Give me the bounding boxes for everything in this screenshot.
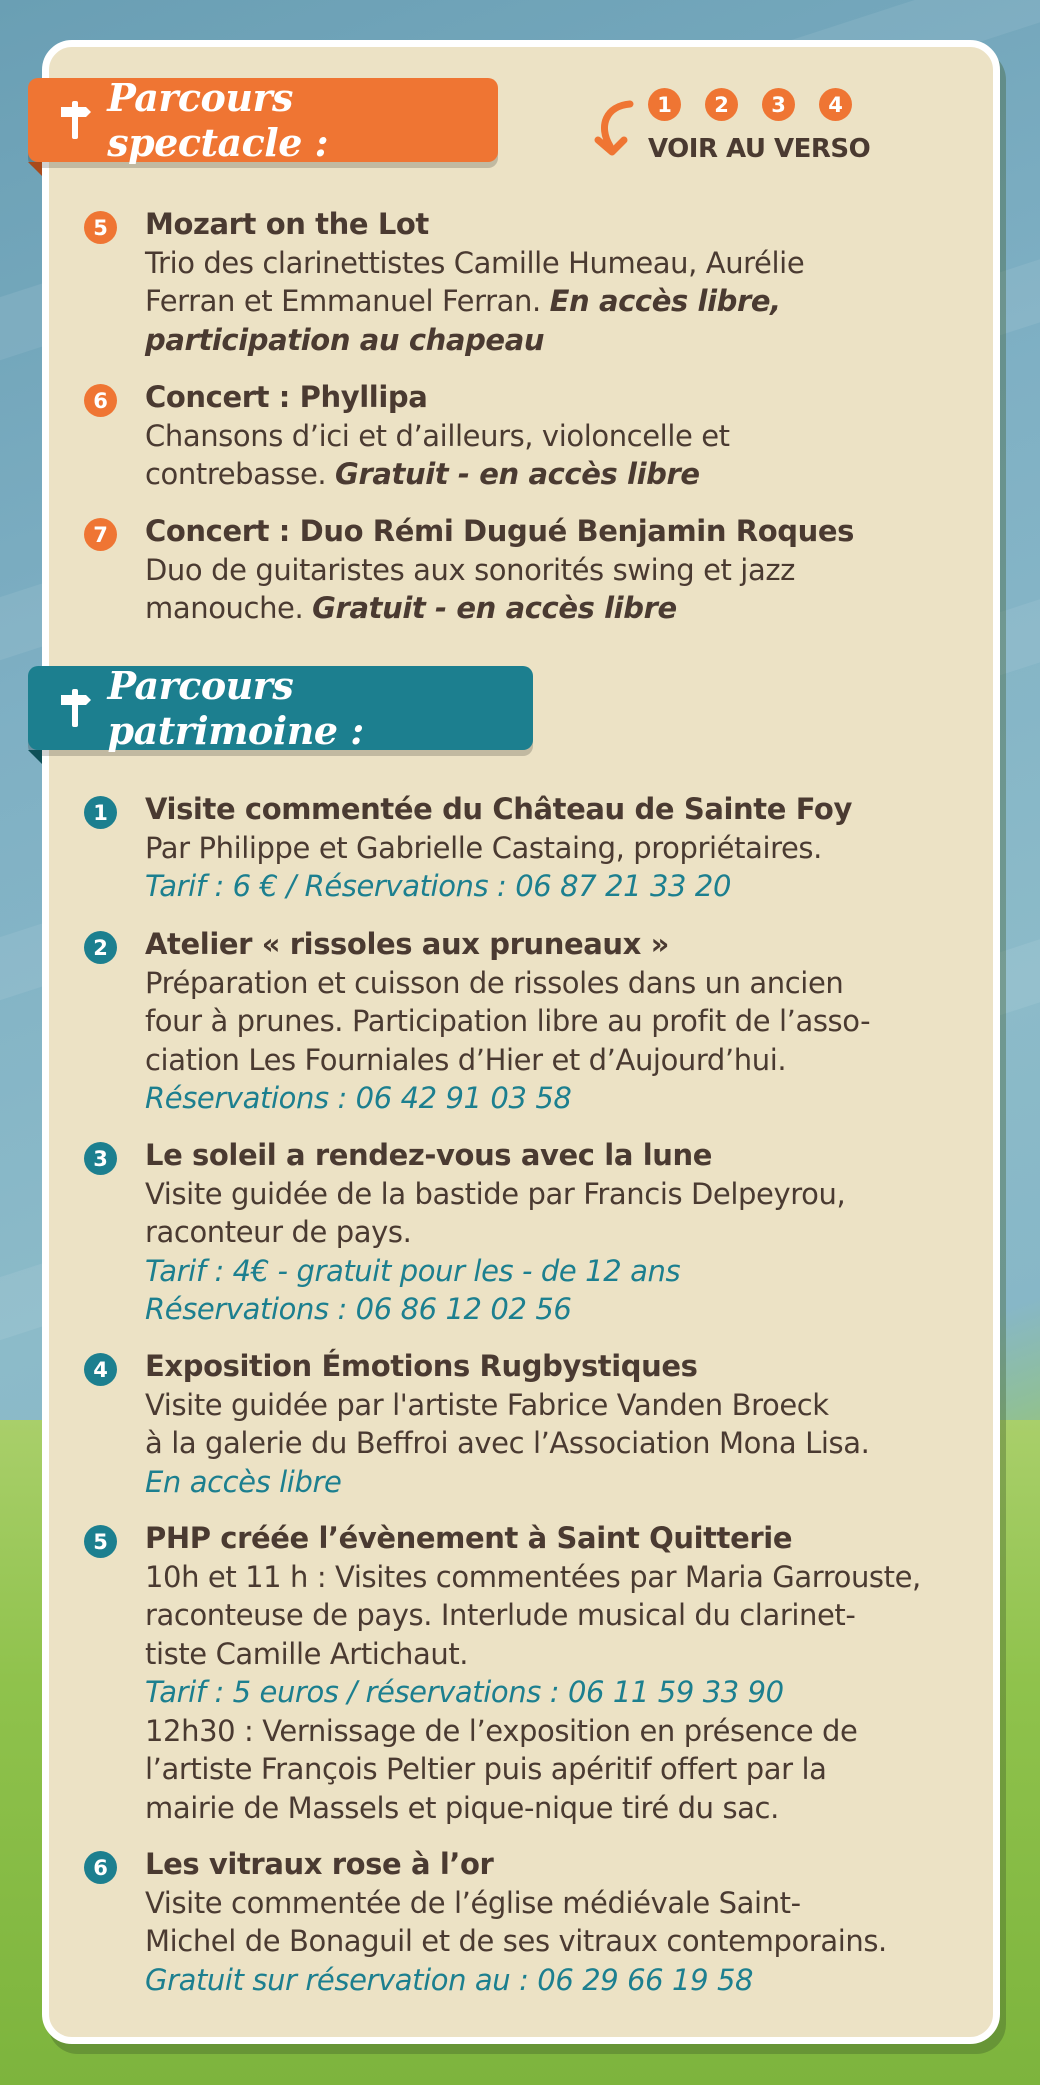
item-info: En accès libre [145, 1464, 342, 1499]
item-emphasis: participation au chapeau [145, 322, 545, 357]
item-text: four à prunes. Participation libre au profit de l’asso- [145, 1004, 871, 1038]
verso-number-badge: 1 [648, 88, 681, 121]
item-text: ciation Les Fourniales d’Hier et d’Aujourd’hui. [145, 1042, 787, 1077]
signpost-icon [42, 687, 108, 729]
item-title: Le soleil a rendez-vous avec la lune [145, 1138, 713, 1172]
patrimoine-item [84, 790, 964, 906]
item-info: Gratuit sur réservation au : 06 29 66 19 58 [145, 1962, 754, 1997]
item-title: Concert : Duo Rémi Dugué Benjamin Roques [145, 514, 854, 548]
verso-number-badge: 2 [705, 88, 738, 121]
item-text: Duo de guitaristes aux sonorités swing et jazz [145, 552, 795, 587]
banner-parcours-patrimoine [28, 663, 533, 753]
item-text: Par Philippe et Gabrielle Castaing, propriétaires. [145, 830, 822, 865]
spectacle-item [84, 378, 964, 494]
patrimoine-item [84, 1136, 964, 1329]
item-info: Réservations : 06 42 91 03 58 [145, 1081, 572, 1115]
item-text: 10h et 11 h : Visites commentées par Maria Garrouste, [145, 1559, 921, 1594]
verso-label: VOIR AU VERSO [648, 134, 871, 164]
item-title: Concert : Phyllipa [145, 380, 428, 414]
item-text: Visite commentée de l’église médiévale Saint- [145, 1885, 801, 1920]
item-number-badge: 6 [84, 384, 117, 417]
item-emphasis: Gratuit - en accès libre [335, 457, 700, 491]
spectacle-item [84, 205, 964, 359]
item-title: Exposition Émotions Rugbystiques [145, 1349, 698, 1383]
item-number-badge: 1 [84, 796, 117, 829]
item-title: Mozart on the Lot [145, 207, 429, 241]
item-number-badge: 6 [84, 1851, 117, 1884]
voir-au-verso [592, 88, 892, 168]
item-text: contrebasse. [145, 457, 336, 491]
item-number-badge: 5 [84, 211, 117, 244]
item-title: Visite commentée du Château de Sainte Foy [145, 792, 852, 826]
item-text: mairie de Massels et pique-nique tiré du sac. [145, 1790, 779, 1825]
item-text: tiste Camille Artichaut. [145, 1636, 469, 1671]
item-info: Tarif : 6 € / Réservations : 06 87 21 33 20 [145, 869, 732, 903]
item-number-badge: 7 [84, 518, 117, 551]
spectacle-item [84, 512, 964, 628]
item-title: PHP créée l’évènement à Saint Quitterie [145, 1521, 793, 1555]
item-emphasis: Gratuit - en accès libre [312, 591, 677, 625]
item-text: raconteuse de pays. Interlude musical du clarinet- [145, 1598, 856, 1632]
item-text: manouche. [145, 591, 313, 625]
patrimoine-item [84, 925, 964, 1118]
item-info: Réservations : 06 86 12 02 56 [145, 1292, 572, 1326]
banner-parcours-spectacle [28, 75, 498, 165]
item-text: Visite guidée par l'artiste Fabrice Vanden Broeck [145, 1387, 829, 1422]
patrimoine-item [84, 1845, 964, 1999]
item-text: Visite guidée de la bastide par Francis Delpeyrou, [145, 1176, 846, 1211]
banner-title: Parcours spectacle : [107, 75, 329, 165]
item-number-badge: 5 [84, 1525, 117, 1558]
curved-arrow-icon [592, 100, 640, 162]
item-text: 12h30 : Vernissage de l’exposition en présence de [145, 1713, 858, 1748]
patrimoine-item [84, 1347, 964, 1501]
banner-title: Parcours patrimoine : [107, 663, 364, 753]
item-number-badge: 4 [84, 1353, 117, 1386]
item-info: Tarif : 5 euros / réservations : 06 11 59 33 90 [145, 1675, 784, 1709]
item-number-badge: 2 [84, 931, 117, 964]
item-info: Tarif : 4€ - gratuit pour les - de 12 ans [145, 1253, 681, 1288]
item-text: l’artiste François Peltier puis apéritif offert par la [145, 1752, 827, 1786]
item-text: Chansons d’ici et d’ailleurs, violoncelle et [145, 418, 730, 453]
item-text: Trio des clarinettistes Camille Humeau, Aurélie [145, 245, 805, 280]
verso-number-badge: 4 [819, 88, 852, 121]
item-text: raconteur de pays. [145, 1215, 412, 1249]
signpost-icon [42, 99, 107, 141]
item-title: Les vitraux rose à l’or [145, 1847, 494, 1881]
item-text: Préparation et cuisson de rissoles dans un ancien [145, 965, 844, 1000]
item-emphasis: En accès libre, [549, 284, 781, 318]
patrimoine-item [84, 1519, 964, 1827]
item-text: Ferran et Emmanuel Ferran. [145, 284, 550, 318]
item-text: à la galerie du Beffroi avec l’Association Mona Lisa. [145, 1426, 870, 1460]
verso-number-badge: 3 [762, 88, 795, 121]
item-number-badge: 3 [84, 1142, 117, 1175]
item-title: Atelier « rissoles aux pruneaux » [145, 927, 669, 961]
item-text: Michel de Bonaguil et de ses vitraux contemporains. [145, 1924, 887, 1958]
